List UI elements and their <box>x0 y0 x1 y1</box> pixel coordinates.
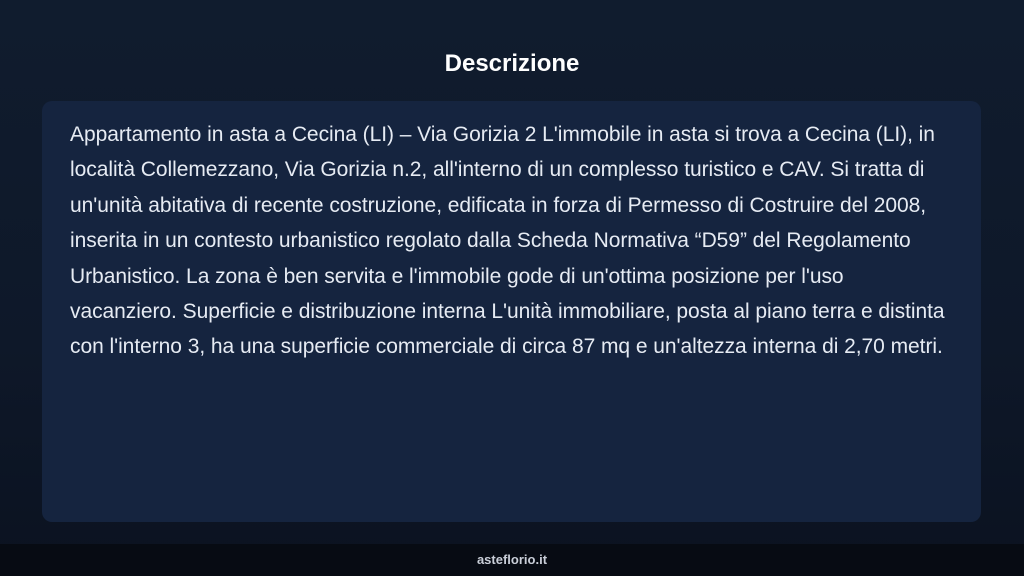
page-title: Descrizione <box>444 50 580 77</box>
footer-site-label: asteflorio.it <box>476 552 548 567</box>
description-text: Appartamento in asta a Cecina (LI) – Via Gorizia 2 L'immobile in asta si trova a Cecina (LI), in località Collemezzano, Via Gorizia n.2, all'interno di un complesso turistico e CAV. Si tratta di un'unità abitativa di recente costruzione, edificata in forza di Permesso di Costruire del 2008, inserita in un contesto urbanistico regolato dalla Scheda Normativa “D59” del Regolamento Urbanistico. La zona è ben servita e l'immobile gode di un'ottima posizione per l'uso vacanziero. Superficie e distribuzione interna L'unità immobiliare, posta al piano terra e distinta con l'interno 3, ha una superficie commerciale di circa 87 mq e un'altezza interna di 2,70 metri. <box>70 123 945 359</box>
description-card <box>42 101 981 522</box>
footer <box>0 544 1024 576</box>
